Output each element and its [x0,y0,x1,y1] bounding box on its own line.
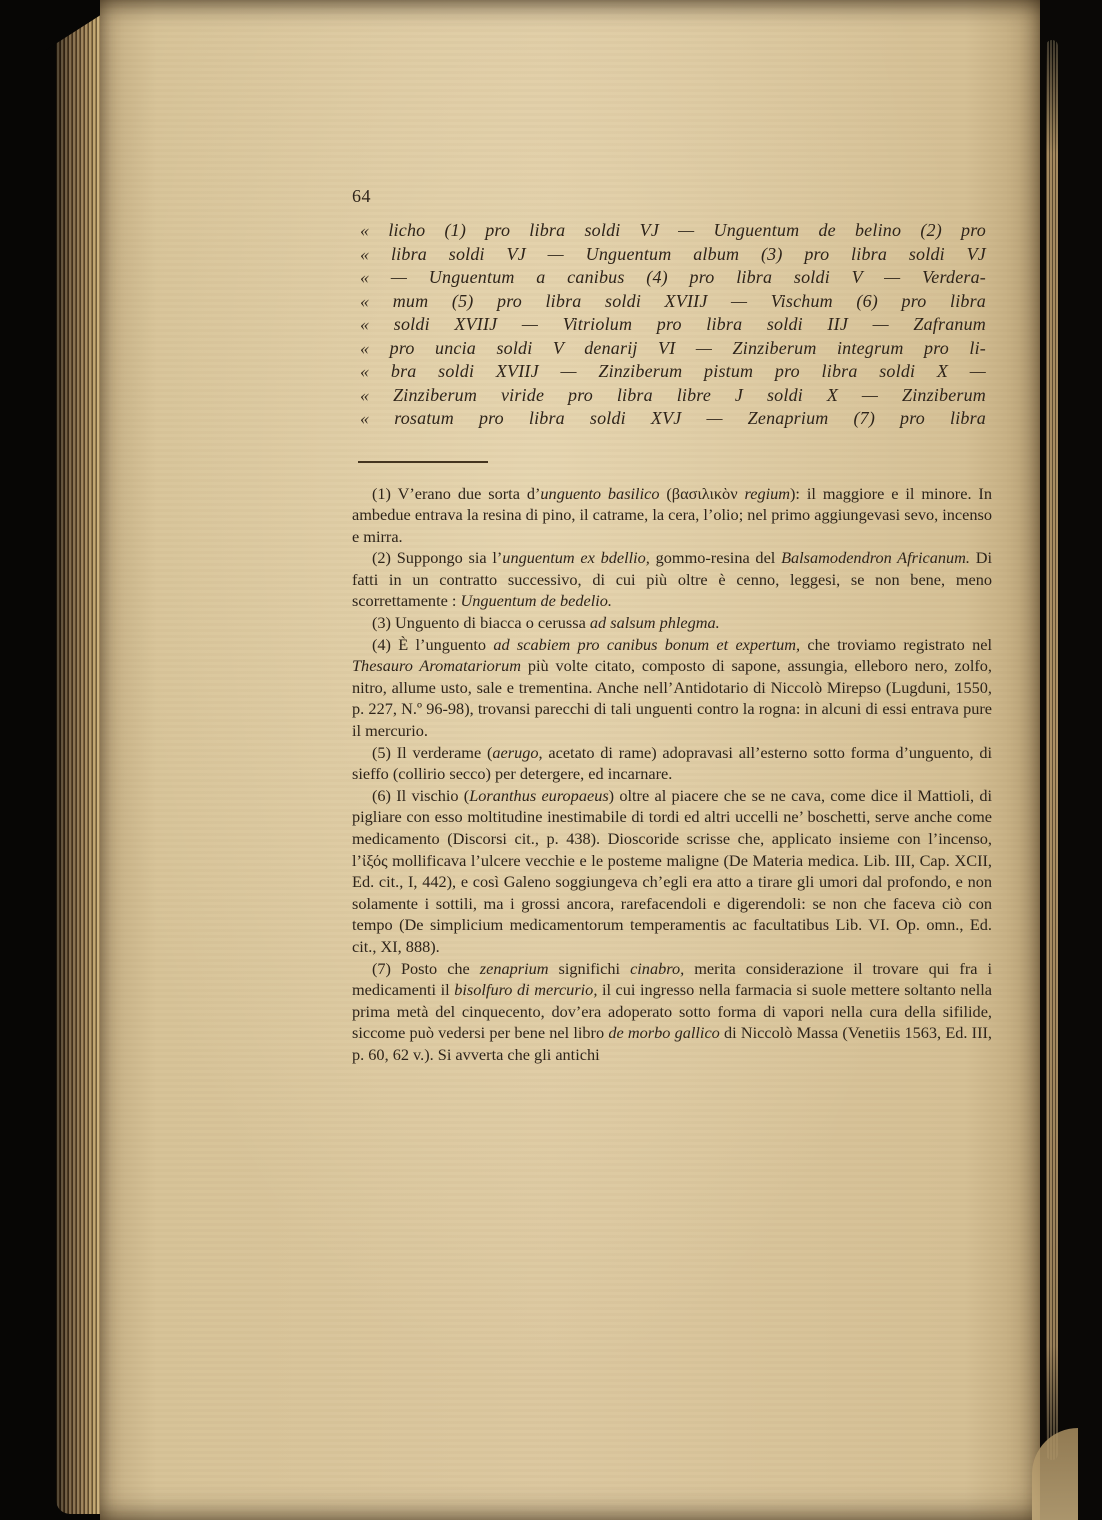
footnote-6: (6) Il vischio (Loranthus europaeus) oltre al piacere che se ne cava, come dice il Mattioli, di pigliare con esso moltitudine inestimabile di tordi ed altri uccelli ne’ boschetti, serve anche come medicamento (Discorsi cit., p. 438). Dioscoride scrisse che, applicato insieme con l’incenso, l’ἰξός mollificava l’ulcere vecchie e le posteme maligne (De Materia medica. Lib. III, Cap. XCII, Ed. cit., I, 442), e così Galeno soggiungeva ch’egli era atto a tirare gli umori dal profondo, e non solamente i sottili, ma i grossi ancora, rarefacendoli e digerendoli: se non che faceva ciò con tempo (De simplicium medicamentorum temperamentis ac facultatibus Lib. VI. Op. omn., Ed. cit., XI, 888). [352,785,993,956]
quoted-passage [360,219,986,431]
footnote-2: (2) Suppongo sia l’unguentum ex bdellio, gommo-resina del Balsamodendron Africanum. Di fatti in un contratto successivo, di cui più oltre è cenno, leggesi, se non bene, meno scorrettamente : Unguentum de bedelio. [352,548,993,611]
footnote-1: (1) V’erano due sorta d’unguento basilico (βασιλικὸν regium): il maggiore e il minore. In ambedue entrava la resina di pino, il catrame, la cera, l’olio; nel primo aggiungevasi sevo, incenso e mirra. [352,483,992,546]
quote-line: « Zinziberum viride pro libra libre J soldi X — Zinziberum [360,384,986,405]
page-number: 64 [352,186,371,206]
footnote-separator [358,461,488,463]
footnote-4: (4) È l’unguento ad scabiem pro canibus bonum et expertum, che troviamo registrato nel Thesauro Aromatariorum più volte citato, composto di sapone, assungia, elleboro nero, zolfo, nitro, allume usto, sale e trementina. Anche nell’Antidotario di Niccolò Mirepso (Lugduni, 1550, p. 227, N.º 96-98), trovansi parecchi di tali unguenti contro la rogna: in alcuni di essi entrava pure il mercurio. [352,634,992,741]
book-page [100,0,1040,1520]
footnotes-section [352,483,992,1066]
quote-line: « licho (1) pro libra soldi VJ — Unguentum de belino (2) pro [360,220,986,240]
right-page-edge [1046,40,1058,1460]
quote-line: « mum (5) pro libra soldi XVIIJ — Vischum (6) pro libra [360,290,986,311]
quote-line: « bra soldi XVIIJ — Zinziberum pistum pro libra soldi X — [360,361,986,381]
quote-line: « pro uncia soldi V denarij VI — Zinziberum integrum pro li- [360,337,986,358]
right-gutter-dark [1040,0,1102,1520]
quote-line: « libra soldi VJ — Unguentum album (3) pro libra soldi VJ [360,243,986,264]
quote-line: « — Unguentum a canibus (4) pro libra soldi V — Verdera- [360,267,986,287]
quote-line: « rosatum pro libra soldi XVJ — Zenaprium (7) pro libra [360,408,986,428]
quote-line: « soldi XVIIJ — Vitriolum pro libra soldi IIJ — Zafranum [360,314,986,334]
footnote-3: (3) Unguento di biacca o cerussa ad salsum phlegma. [372,613,720,633]
text-block [352,186,992,1066]
book-fore-edge-pages [56,4,102,1514]
footnote-5: (5) Il verderame (aerugo, acetato di rame) adopravasi all’esterno sotto forma d’unguento, di sieffo (collirio secco) per detergere, ed incarnare. [352,742,992,784]
footnote-7: (7) Posto che zenaprium significhi cinabro, merita considerazione il trovare qui fra i medicamenti il bisolfuro di mercurio, il cui ingresso nella farmacia si suole mettere soltanto nella prima metà del cinquecento, dov’era adoperato sotto forma di vapori nella cura della sifilide, siccome può vedersi per bene nel libro de morbo gallico di Niccolò Massa (Venetiis 1563, Ed. III, p. 60, 62 v.). Si avverta che gli antichi [352,958,993,1064]
